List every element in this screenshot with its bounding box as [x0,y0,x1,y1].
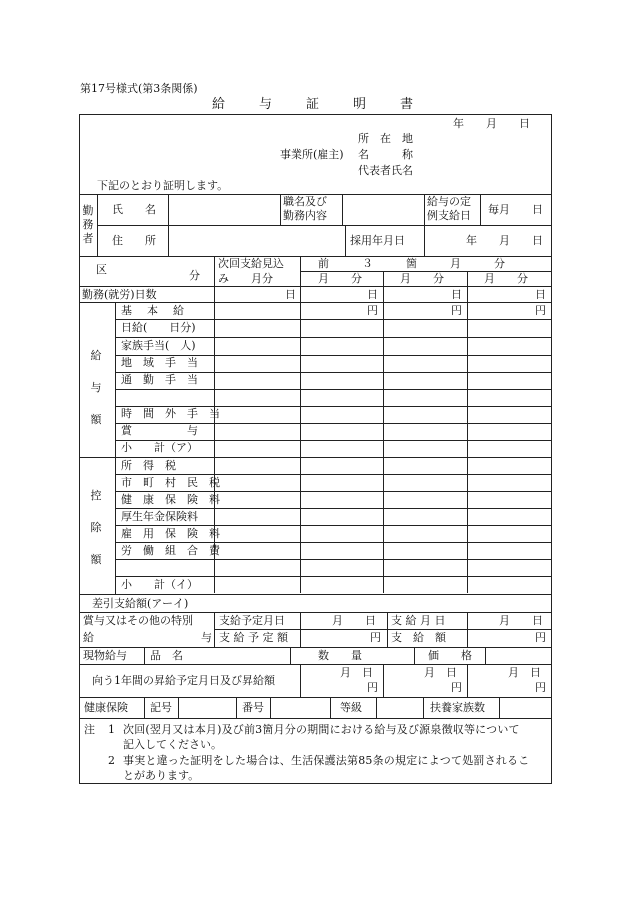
days-unit-3: 日 [535,288,546,301]
salary-item-4: 通 勤 手 当 [121,373,198,386]
month-col-3: 月 分 [484,272,528,285]
days-unit-1: 日 [367,288,378,301]
salary-item-0: 基 本 給 [121,304,186,317]
salary-item-7: 賞 与 [121,424,198,437]
inkind-qty-label: 数 量 [318,649,362,662]
bonus-label-1: 賞与又はその他の特別 [83,614,193,627]
note-1-line-a: 次回(翌月又は本月)及び前3箇月分の期間における給与及び源泉徴収等について [123,723,520,736]
salary-section-label: 給 与 額 [90,349,102,426]
bonus-label-2a: 給 [83,631,94,644]
note-2-line-b: とがあります。 [123,769,200,782]
deduction-item-4: 雇 用 保 険 料 [121,527,220,540]
bonus-paid-amount-label: 支 給 額 [391,631,446,644]
work-days-label: 勤務(就労)日数 [82,288,157,301]
note-1-number: 1 [108,723,115,736]
deduction-item-0: 所 得 税 [121,459,176,472]
payday-label-1: 給与の定 [427,195,471,208]
days-unit-2: 日 [451,288,462,301]
certify-statement: 下記のとおり証明します。 [97,179,229,192]
job-label-1: 職名及び [283,195,327,208]
month-col-1: 月 分 [318,272,362,285]
job-label-2: 勤務内容 [283,209,327,222]
raise-md-3: 月 日 [508,666,541,679]
employer-address-label: 所 在 地 [358,132,413,145]
cert-date[interactable]: 年 月 日 [453,117,530,130]
next-pay-label-2: み 月分 [218,272,273,285]
bonus-sched-yen: 円 [370,631,381,644]
bonus-label-2b: 与 [201,631,212,644]
yen-unit-1: 円 [367,304,378,317]
bun-label: 分 [189,269,200,282]
salary-item-2: 家族手当( 人) [121,339,196,352]
salary-item-8: 小 計（ア） [121,441,198,454]
bonus-sched-date-label: 支給予定月日 [219,614,285,627]
insurance-grade-label: 等級 [340,701,362,714]
bonus-paid-yen: 円 [535,631,546,644]
page-title: 給与証明書 [212,97,448,112]
hire-date-label: 採用年月日 [350,234,405,247]
employer-rep-label: 代表者氏名 [358,164,413,177]
days-unit-0: 日 [285,288,296,301]
yen-unit-2: 円 [451,304,462,317]
salary-item-1: 日給( 日分) [121,321,196,334]
net-pay-label: 差引支給額(アーイ) [92,597,189,610]
inkind-price-label: 価 格 [428,649,472,662]
raise-md-1: 月 日 [340,666,373,679]
month-col-2: 月 分 [400,272,444,285]
deduction-section-label: 控 除 額 [90,489,102,566]
raise-yen-2: 円 [451,681,462,694]
raise-yen-1: 円 [367,681,378,694]
dependents-label: 扶養家族数 [430,701,485,714]
salary-item-3: 地 域 手 当 [121,356,198,369]
worker-address-label: 住 所 [112,234,156,247]
hire-date-value[interactable]: 年 月 日 [466,234,543,247]
bonus-paid-date-value[interactable]: 月 日 [499,614,543,627]
deduction-item-3: 厚生年金保険料 [121,510,198,523]
deduction-item-1: 市 町 村 民 税 [121,476,220,489]
inkind-item-label: 品 名 [150,649,183,662]
health-insurance-label: 健康保険 [84,701,128,714]
inkind-label: 現物給与 [83,649,127,662]
salary-item-6: 時 間 外 手 当 [121,407,220,420]
insurance-symbol-label: 記号 [150,701,172,714]
next-pay-label-1: 次回支給見込 [218,257,284,270]
prev-three-months-label: 前 ３ 箇 月 分 [318,257,505,270]
bonus-paid-date-label: 支 給 月 日 [391,614,446,627]
form-number: 第17号様式(第3条関係) [80,82,198,95]
bonus-sched-date-value[interactable]: 月 日 [332,614,376,627]
raise-yen-3: 円 [535,681,546,694]
note-1-line-b: 記入してください。 [123,738,222,751]
deduction-item-2: 健 康 保 険 料 [121,493,220,506]
bonus-sched-amount-label: 支 給 予 定 額 [219,631,288,644]
payday-value[interactable]: 毎月 日 [488,203,543,216]
raise-md-2: 月 日 [424,666,457,679]
worker-section-label: 勤 務 者 [82,204,94,245]
employer-name-label: 名 称 [358,148,413,161]
deduction-item-7: 小 計（イ） [121,578,198,591]
yen-unit-3: 円 [535,304,546,317]
deduction-item-5: 労 働 組 合 費 [121,544,220,557]
kubun-label: 区 [96,263,107,276]
employer-office-label: 事業所(雇主) [280,148,344,161]
note-2-line-a: 事実と違った証明をした場合は、生活保護法第85条の規定によつて処罰されるこ [123,754,530,767]
insurance-number-label: 番号 [242,701,264,714]
notes-prefix: 注 [84,723,95,736]
note-2-number: 2 [108,754,115,767]
worker-name-label: 氏 名 [112,203,156,216]
payday-label-2: 例支給日 [427,209,471,222]
raise-label: 向う1年間の昇給予定月日及び昇給額 [92,674,275,687]
